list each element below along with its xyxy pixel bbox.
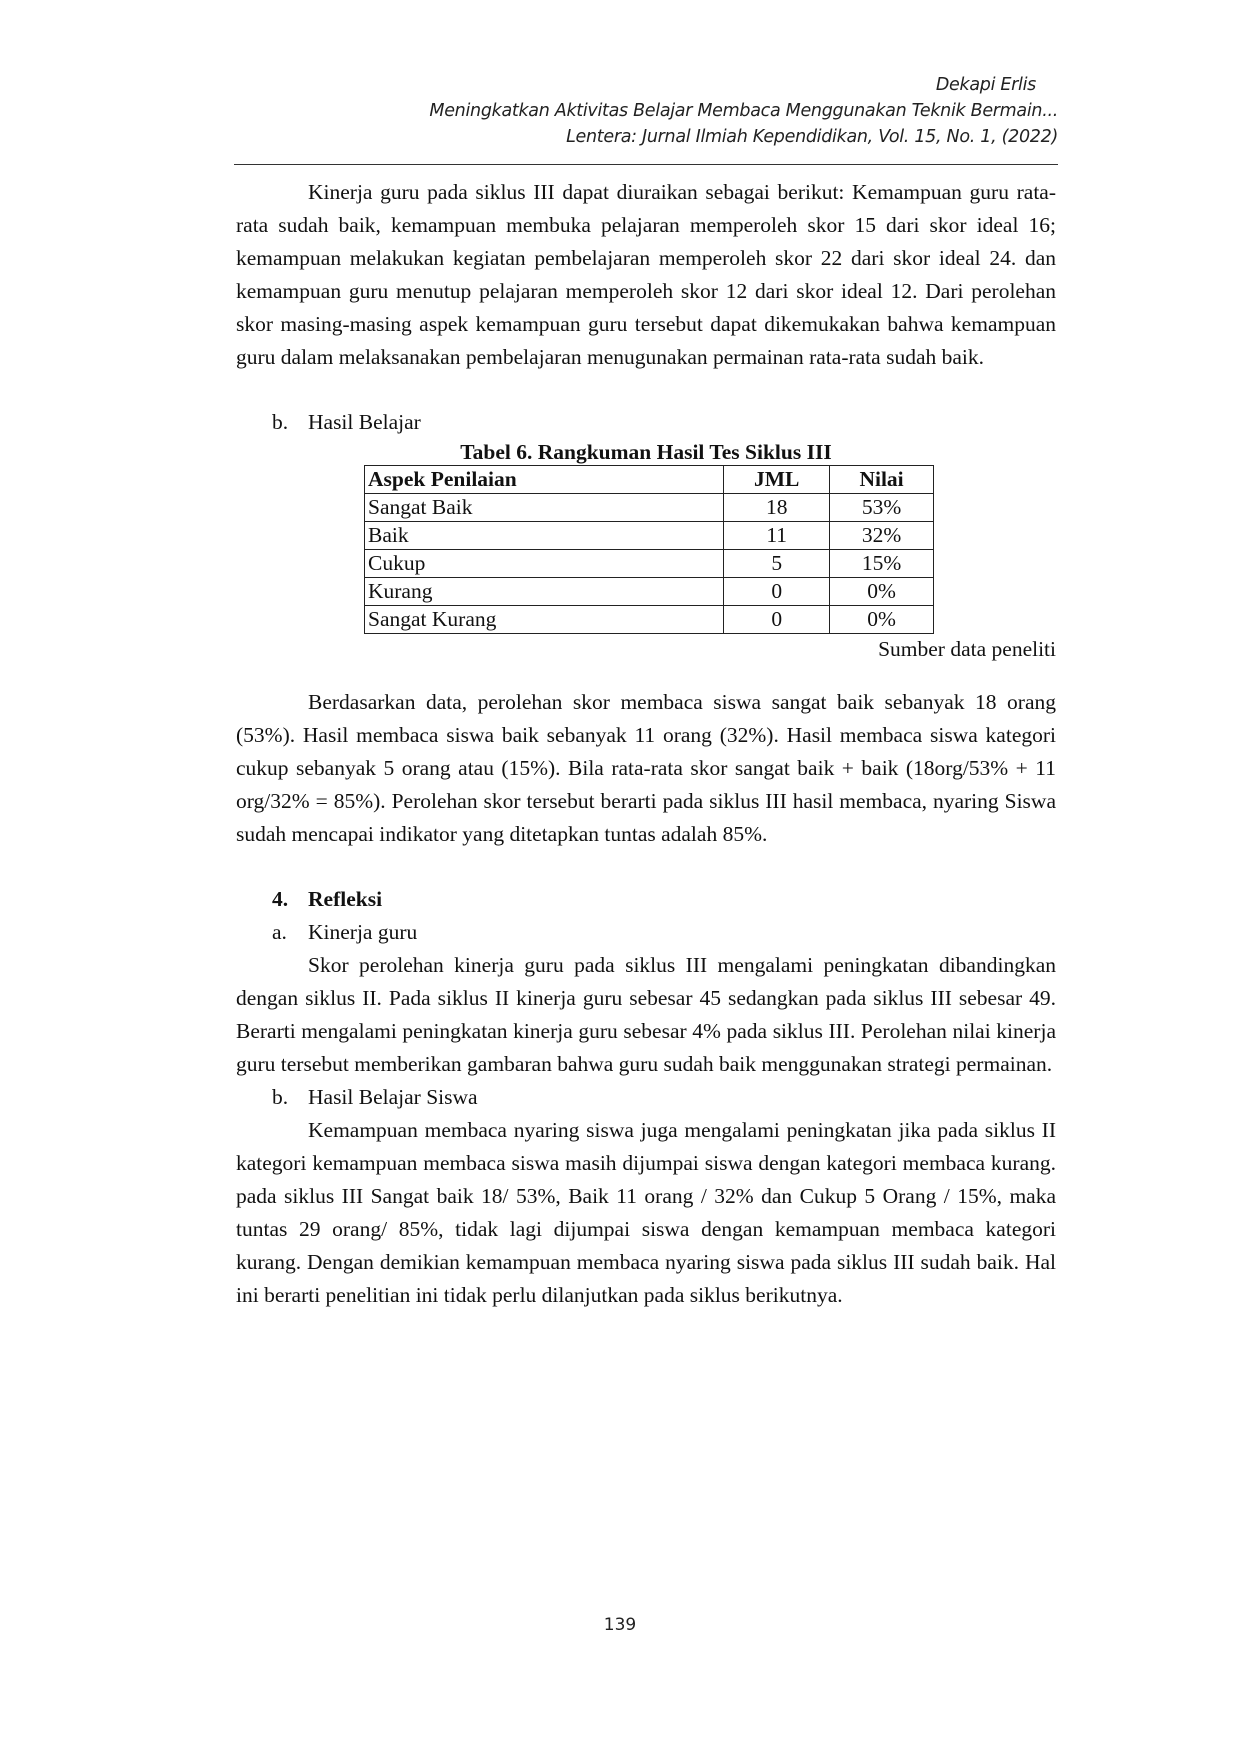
header-aspek-penilaian: Aspek Penilaian (365, 466, 724, 494)
section-heading: Refleksi (308, 887, 383, 911)
cell-aspek: Sangat Baik (365, 494, 724, 522)
section-hasil-belajar-siswa (236, 1081, 1056, 1114)
header-jml: JML (724, 466, 830, 494)
section-heading-refleksi (236, 883, 1056, 916)
page-body (236, 176, 1056, 1312)
table-header-row (365, 466, 934, 494)
list-marker: 4. (272, 887, 289, 911)
header-journal: Lentera: Jurnal Ilmiah Kependidikan, Vol. 15, No. 1, (2022) (566, 127, 1058, 147)
list-marker: a. (272, 920, 287, 944)
paragraph-refleksi-kinerja-guru: Skor perolehan kinerja guru pada siklus III mengalami peningkatan dibandingkan dengan siklus II. Pada siklus II kinerja guru sebesar 45 sedangkan pada siklus III sebesar 49. Berarti mengalami peningkatan kinerja guru sebesar 4% pada siklus III. Perolehan nilai kinerja guru tersebut memberikan gambaran bahwa guru sudah baik menggunakan strategi permainan. (236, 953, 1056, 1076)
header-divider (234, 164, 1058, 165)
table-row (365, 522, 934, 550)
table-row (365, 606, 934, 634)
list-marker: b. (272, 1085, 289, 1109)
paragraph-kinerja-guru-siklus-3: Kinerja guru pada siklus III dapat diuraikan sebagai berikut: Kemampuan guru rata-rata sudah baik, kemampuan membuka pelajaran memperoleh skor 15 dari skor ideal 16; kemampuan melakukan kegiatan pembelajaran memperoleh skor 22 dari skor ideal 24. dan kemampuan guru menutup pelajaran memperoleh skor 12 dari skor ideal 12. Dari perolehan skor masing-masing aspek kemampuan guru tersebut dapat dikemukakan bahwa kemampuan guru dalam melaksanakan pembelajaran menugunakan permainan rata-rata sudah baik. (236, 180, 1056, 369)
cell-jml: 18 (724, 494, 830, 522)
cell-aspek: Cukup (365, 550, 724, 578)
section-kinerja-guru (236, 916, 1056, 949)
list-marker: b. (272, 410, 289, 434)
section-label: Hasil Belajar Siswa (308, 1085, 478, 1109)
header-nilai: Nilai (830, 466, 934, 494)
table-row (365, 578, 934, 606)
cell-jml: 11 (724, 522, 830, 550)
section-label: Kinerja guru (308, 920, 418, 944)
header-article-title: Meningkatkan Aktivitas Belajar Membaca Menggunakan Teknik Bermain... (429, 101, 1058, 121)
running-header (234, 72, 1058, 150)
paragraph-hasil-membaca: Berdasarkan data, perolehan skor membaca siswa sangat baik sebanyak 18 orang (53%). Hasil membaca siswa baik sebanyak 11 orang (32%). Hasil membaca siswa kategori cukup sebanyak 5 orang atau (15%). Bila rata-rata skor sangat baik + baik (18org/53% + 11 org/32% = 85%). Perolehan skor tersebut berarti pada siklus III hasil membaca, nyaring Siswa sudah mencapai indikator yang ditetapkan tuntas adalah 85%. (236, 690, 1056, 846)
table-row (365, 550, 934, 578)
cell-jml: 5 (724, 550, 830, 578)
cell-jml: 0 (724, 606, 830, 634)
table-caption: Tabel 6. Rangkuman Hasil Tes Siklus III (460, 440, 832, 464)
header-author: Dekapi Erlis (935, 75, 1036, 95)
cell-nilai: 0% (830, 606, 934, 634)
cell-nilai: 53% (830, 494, 934, 522)
section-label: Hasil Belajar (308, 410, 421, 434)
cell-aspek: Sangat Kurang (365, 606, 724, 634)
cell-aspek: Kurang (365, 578, 724, 606)
cell-jml: 0 (724, 578, 830, 606)
results-table (364, 465, 934, 634)
table-source-note: Sumber data peneliti (878, 637, 1056, 661)
cell-nilai: 32% (830, 522, 934, 550)
cell-nilai: 15% (830, 550, 934, 578)
cell-nilai: 0% (830, 578, 934, 606)
table-row (365, 494, 934, 522)
cell-aspek: Baik (365, 522, 724, 550)
paragraph-refleksi-hasil-belajar: Kemampuan membaca nyaring siswa juga mengalami peningkatan jika pada siklus II kategori kemampuan membaca siswa masih dijumpai siswa dengan kategori membaca kurang. pada siklus III Sangat baik 18/ 53%, Baik 11 orang / 32% dan Cukup 5 Orang / 15%, maka tuntas 29 orang/ 85%, tidak lagi dijumpai siswa dengan kemampuan membaca kategori kurang. Dengan demikian kemampuan membaca nyaring siswa pada siklus III sudah baik. Hal ini berarti penelitian ini tidak perlu dilanjutkan pada siklus berikutnya. (236, 1118, 1056, 1307)
section-hasil-belajar (236, 406, 1056, 439)
page-number: 139 (603, 1615, 637, 1635)
